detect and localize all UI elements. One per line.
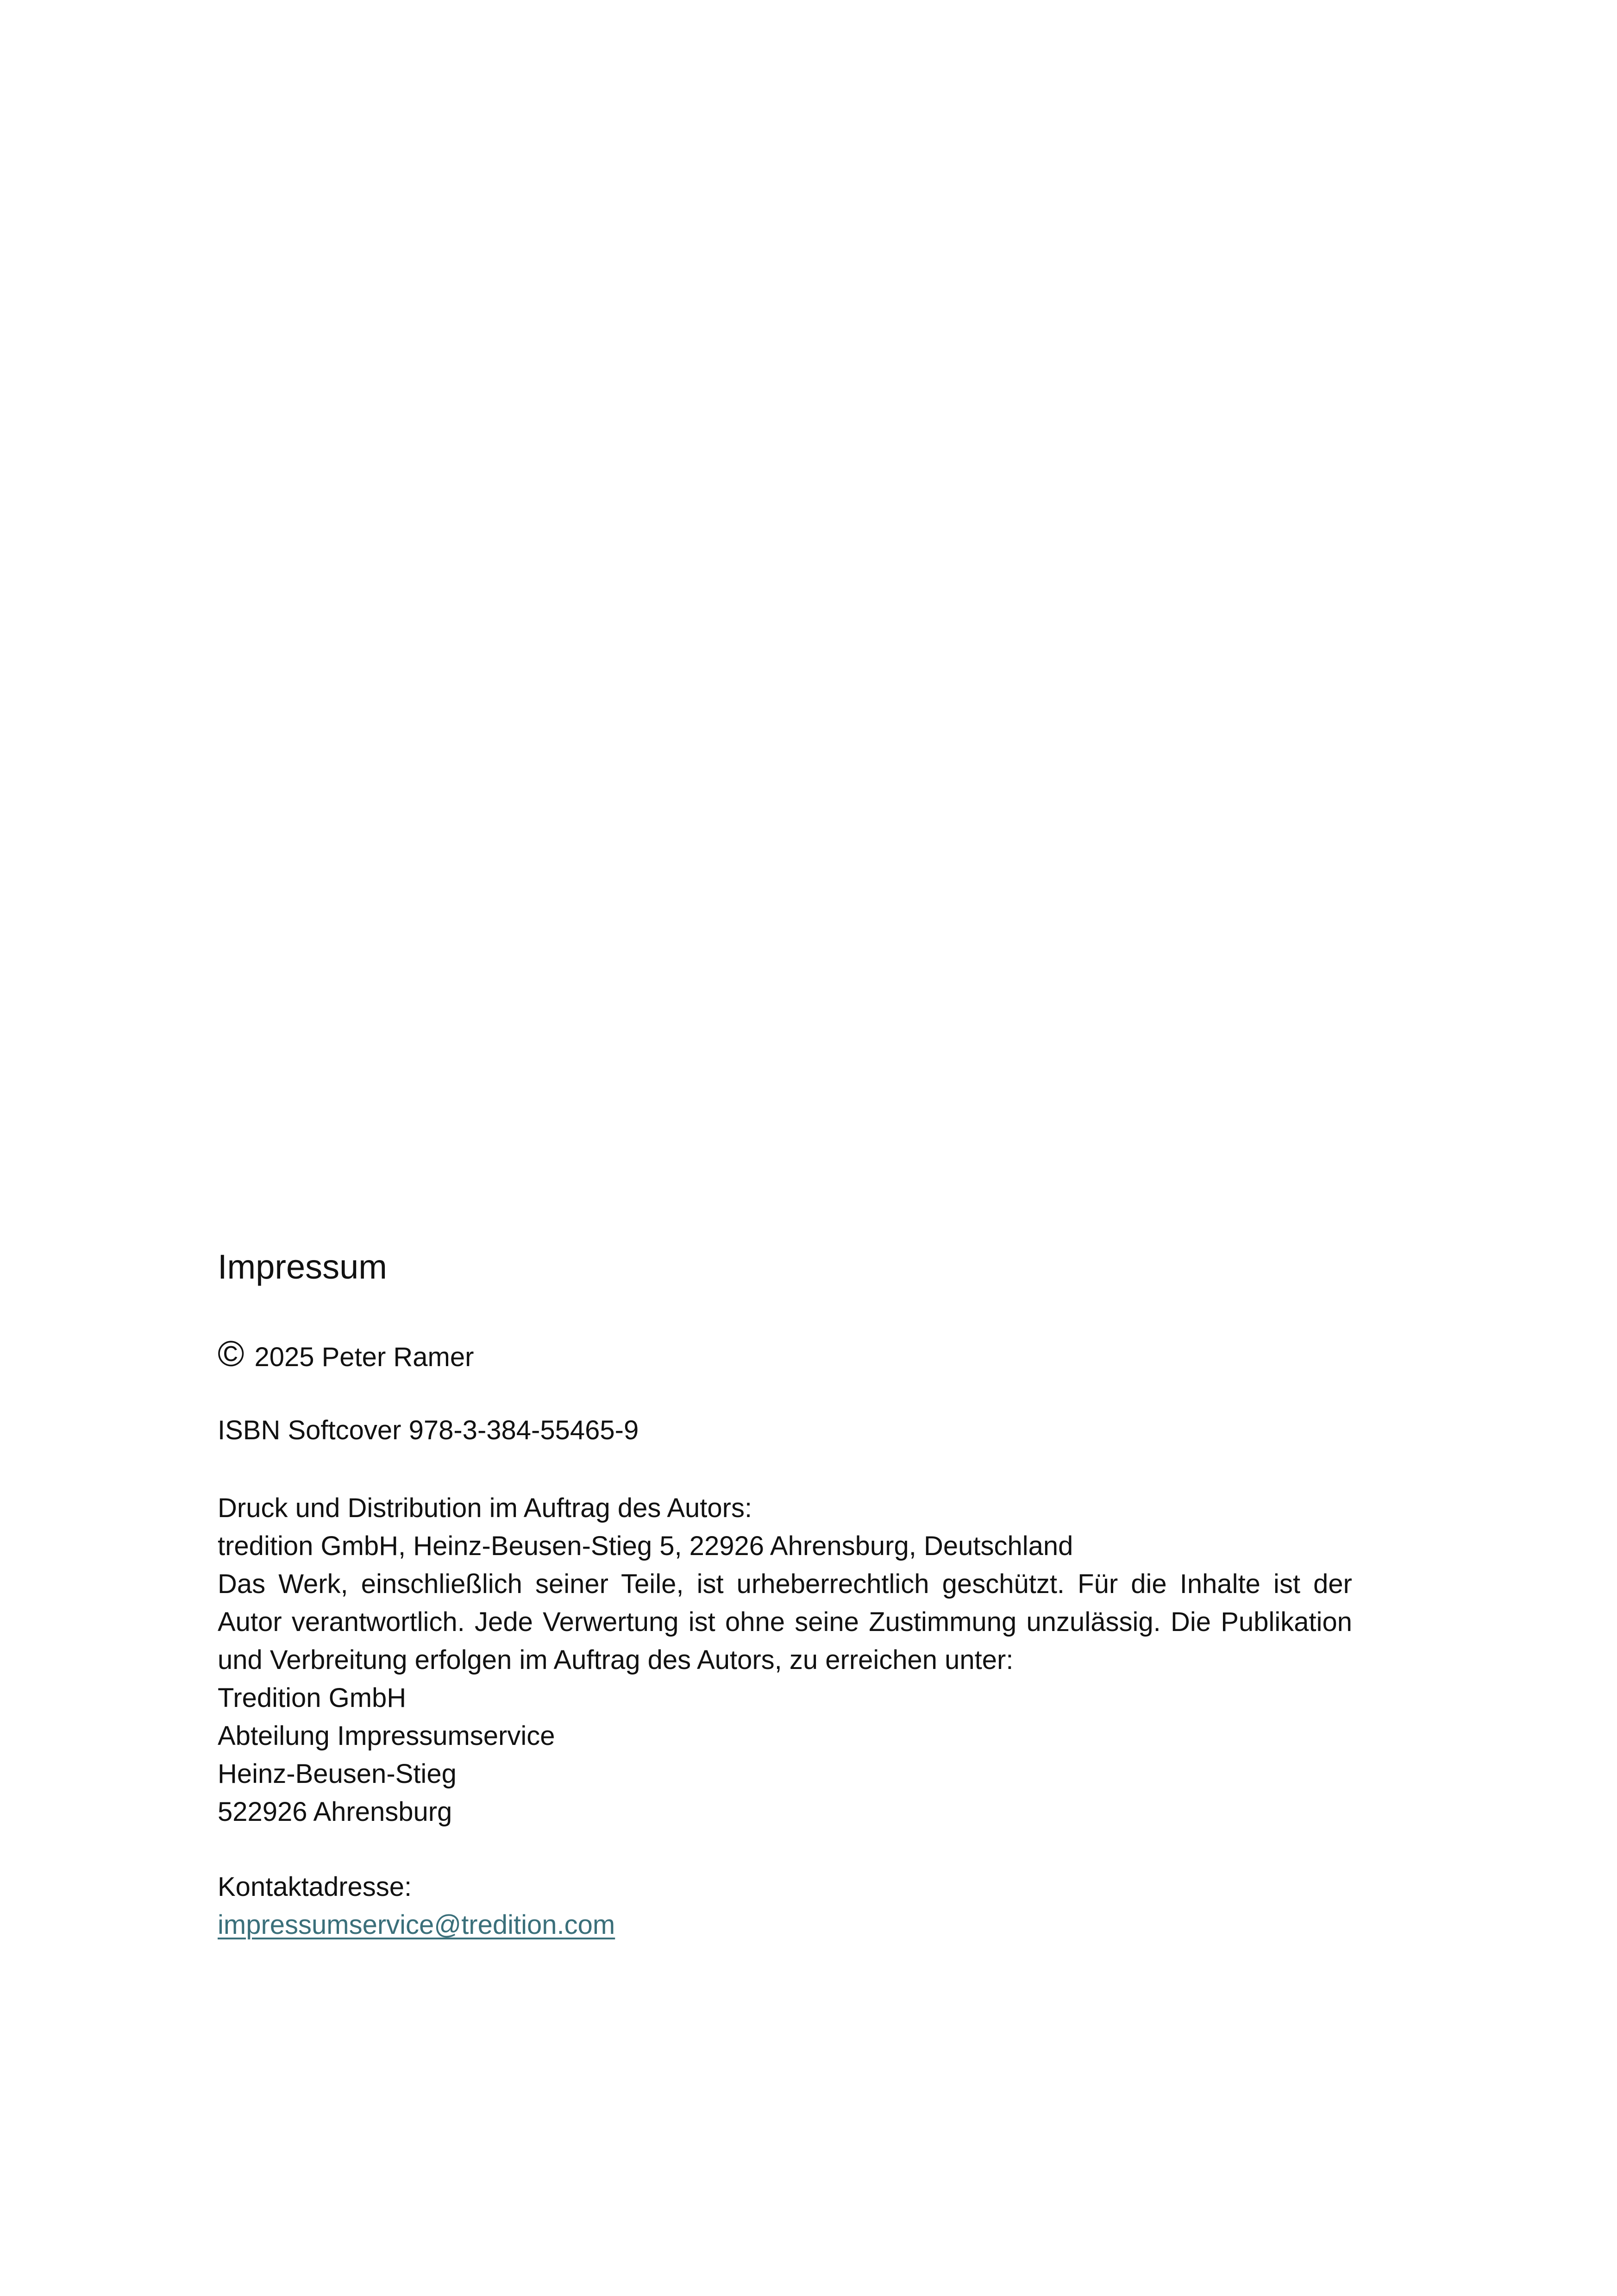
copyright-text: 2025 Peter Ramer [254,1342,474,1372]
address-line-street: Heinz-Beusen-Stieg [218,1759,457,1789]
isbn-line: ISBN Softcover 978-3-384-55465-9 [218,1415,639,1445]
publisher-address [218,1679,1352,1831]
distribution-line-1: Druck und Distribution im Auftrag des Autors: [218,1493,752,1523]
address-line-company: Tredition GmbH [218,1683,407,1713]
distribution-line-2: tredition GmbH, Heinz-Beusen-Stieg 5, 22926 Ahrensburg, Deutschland [218,1531,1073,1561]
impressum-block [218,1245,1352,1944]
address-line-city: 522926 Ahrensburg [218,1797,452,1827]
page-title: Impressum [218,1248,387,1286]
copyright-line [218,1335,1352,1376]
contact-label: Kontaktadresse: [218,1872,412,1902]
legal-paragraph: Das Werk, einschließlich seiner Teile, ist urheberrechtlich geschützt. Für die Inhalte ist der Autor verantwortlich. Jede Verwertung ist ohne seine Zustimmung unzulässig. Die Publikation und Verbreitung erfolgen im Auftrag des Autors, zu erreichen unter: [218,1569,1352,1675]
contact-email-link[interactable]: impressumservice@tredition.com [218,1910,615,1940]
spacer [218,1831,1352,1868]
address-line-department: Abteilung Impressumservice [218,1721,555,1751]
copyright-icon: © [218,1333,244,1374]
